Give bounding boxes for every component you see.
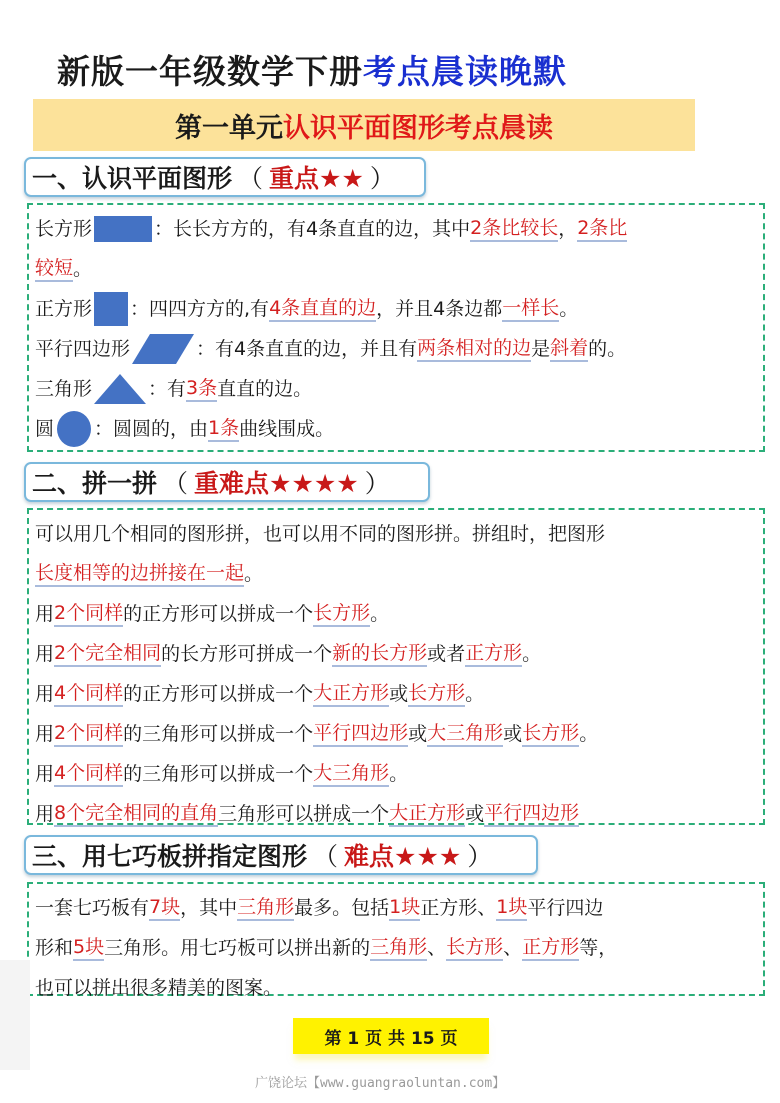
key-point: 2个同样 — [54, 601, 123, 627]
body-text: 用 — [35, 603, 55, 625]
section-box-3 — [27, 882, 765, 999]
body-text: 正方形 — [35, 298, 93, 320]
body-text: 形和 — [35, 937, 74, 959]
close-paren: ） — [467, 842, 493, 871]
key-point: 2条比较长 — [470, 216, 558, 242]
key-point: 长方形 — [408, 681, 465, 707]
rectangle-shape-icon — [94, 216, 152, 242]
key-point: 1条 — [208, 416, 239, 442]
text-line — [35, 674, 757, 714]
section-tag: 重难点★★★★ — [194, 469, 359, 498]
key-point: 长方形 — [446, 935, 503, 961]
body-text: 。 — [465, 683, 485, 705]
body-text: 或 — [408, 723, 428, 745]
key-point: 3条 — [186, 376, 217, 402]
text-line — [35, 409, 757, 449]
open-paren: （ — [313, 842, 339, 871]
body-text: 长方形 — [35, 218, 93, 240]
text-line — [35, 928, 757, 968]
body-text: 或 — [389, 683, 409, 705]
key-point: 4个同样 — [54, 761, 123, 787]
key-point: 7块 — [149, 895, 180, 921]
body-text: 也可以拼出很多精美的图案。 — [35, 977, 283, 999]
key-point: 三角形 — [237, 895, 294, 921]
section-box-1 — [27, 203, 765, 452]
body-text: 等， — [579, 937, 618, 959]
body-text: 。 — [559, 298, 579, 320]
body-text: 三角形 — [35, 378, 93, 400]
body-text: 。 — [389, 763, 409, 785]
body-text: 的正方形可以拼成一个 — [123, 683, 314, 705]
key-point: 2个同样 — [54, 721, 123, 747]
body-text: ，并且4条边都 — [376, 298, 503, 320]
close-paren: ） — [369, 164, 395, 193]
key-point: 大三角形 — [313, 761, 389, 787]
text-line — [35, 249, 757, 289]
body-text: 用 — [35, 683, 55, 705]
text-line — [35, 888, 757, 928]
text-line — [35, 634, 757, 674]
text-line — [35, 514, 757, 554]
body-text: 曲线围成。 — [239, 418, 335, 440]
key-point: 较短 — [35, 256, 73, 282]
section-title: 二、拼一拼 — [32, 469, 158, 498]
body-text: ：有4条直直的边，并且有 — [196, 338, 418, 360]
body-text: 一套七巧板有 — [35, 897, 150, 919]
key-point: 两条相对的边 — [417, 336, 531, 362]
body-text: 用 — [35, 763, 55, 785]
section-title: 一、认识平面图形 — [32, 164, 233, 193]
key-point: 2条比 — [577, 216, 627, 242]
text-line — [35, 289, 757, 329]
key-point: 2个完全相同 — [54, 641, 161, 667]
body-text: 或者 — [427, 643, 466, 665]
key-point: 1块 — [389, 895, 420, 921]
key-point: 5块 — [73, 935, 104, 961]
section-tag: 难点★★★ — [344, 842, 462, 871]
body-text: ，其中 — [180, 897, 238, 919]
key-point: 新的长方形 — [332, 641, 427, 667]
triangle-icon — [94, 374, 146, 404]
triangle-shape-icon — [94, 374, 146, 404]
body-text: 。 — [73, 258, 93, 280]
body-text: ：四四方方的,有 — [130, 298, 270, 320]
body-text: 三角形。用七巧板可以拼出新的 — [104, 937, 371, 959]
section-box-2 — [27, 508, 765, 825]
open-paren: （ — [163, 469, 189, 498]
body-text: 是 — [531, 338, 551, 360]
square-shape-icon — [94, 292, 128, 326]
section-heading-3 — [24, 835, 538, 875]
body-text: 。 — [244, 563, 264, 585]
page-indicator: 第 1 页 共 15 页 — [293, 1018, 489, 1054]
key-point: 一样长 — [502, 296, 559, 322]
title-black: 新版一年级数学下册 — [57, 52, 363, 91]
body-text: 。 — [579, 723, 599, 745]
key-point: 4条直直的边 — [269, 296, 376, 322]
body-text: 圆 — [35, 418, 55, 440]
key-point: 4个同样 — [54, 681, 123, 707]
scan-shadow — [0, 960, 30, 1070]
text-line — [35, 594, 757, 634]
body-text: 。 — [370, 603, 390, 625]
section-tag: 重点★★ — [269, 164, 364, 193]
key-point: 大三角形 — [427, 721, 503, 747]
text-line — [35, 369, 757, 409]
body-text: 最多。包括 — [294, 897, 390, 919]
circle-icon — [56, 411, 92, 447]
key-point: 正方形 — [465, 641, 522, 667]
text-line — [35, 968, 757, 1008]
text-line — [35, 714, 757, 754]
body-text: 平行四边形 — [35, 338, 131, 360]
text-line — [35, 329, 757, 369]
title-blue: 考点晨读晚默 — [363, 52, 567, 91]
body-text: 的三角形可以拼成一个 — [123, 763, 314, 785]
body-text: 的正方形可以拼成一个 — [123, 603, 314, 625]
key-point: 1块 — [496, 895, 527, 921]
body-text: 的三角形可以拼成一个 — [123, 723, 314, 745]
watermark: 广饶论坛【www.guangraoluntan.com】 — [255, 1076, 506, 1091]
parallelogram-icon — [132, 334, 194, 364]
text-line — [35, 794, 757, 834]
body-text: 或 — [465, 803, 485, 825]
unit-highlight: 认识平面图形考点晨读 — [283, 112, 553, 144]
body-text: 直直的边。 — [217, 378, 313, 400]
body-text: 用 — [35, 643, 55, 665]
page-title — [57, 46, 567, 93]
body-text: 用 — [35, 723, 55, 745]
body-text: ：圆圆的，由 — [94, 418, 209, 440]
body-text: ：有 — [148, 378, 187, 400]
body-text: 正方形、 — [420, 897, 497, 919]
close-paren: ） — [364, 469, 390, 498]
unit-prefix: 第一单元 — [175, 112, 283, 144]
body-text: 平行四边 — [527, 897, 604, 919]
body-text: 或 — [503, 723, 523, 745]
key-point: 长方形 — [313, 601, 370, 627]
body-text: 、 — [503, 937, 523, 959]
key-point: 长度相等的边拼接在一起 — [35, 561, 244, 587]
body-text: 三角形可以拼成一个 — [218, 803, 390, 825]
text-line — [35, 209, 757, 249]
key-point: 三角形 — [370, 935, 427, 961]
section-heading-2 — [24, 462, 430, 502]
key-point: 正方形 — [522, 935, 579, 961]
key-point: 大正方形 — [313, 681, 389, 707]
body-text: 的长方形可拼成一个 — [161, 643, 333, 665]
key-point: 平行四边形 — [484, 801, 579, 827]
key-point: 大正方形 — [389, 801, 465, 827]
rectangle-icon — [94, 216, 152, 242]
key-point: 8个完全相同的直角 — [54, 801, 218, 827]
body-text: ， — [558, 218, 578, 240]
parallelogram-shape-icon — [132, 334, 194, 364]
unit-banner — [33, 99, 695, 151]
body-text: 。 — [522, 643, 542, 665]
circle-shape-icon — [56, 411, 92, 447]
body-text: 、 — [427, 937, 447, 959]
open-paren: （ — [238, 164, 264, 193]
key-point: 斜着 — [550, 336, 588, 362]
text-line — [35, 754, 757, 794]
text-line — [35, 554, 757, 594]
section-title: 三、用七巧板拼指定图形 — [32, 842, 308, 871]
body-text: 可以用几个相同的图形拼，也可以用不同的图形拼。拼组时，把图形 — [35, 523, 606, 545]
key-point: 长方形 — [522, 721, 579, 747]
square-icon — [94, 292, 128, 326]
body-text: ：长长方方的，有4条直直的边，其中 — [154, 218, 471, 240]
body-text: 的。 — [588, 338, 627, 360]
section-heading-1 — [24, 157, 426, 197]
key-point: 平行四边形 — [313, 721, 408, 747]
body-text: 用 — [35, 803, 55, 825]
